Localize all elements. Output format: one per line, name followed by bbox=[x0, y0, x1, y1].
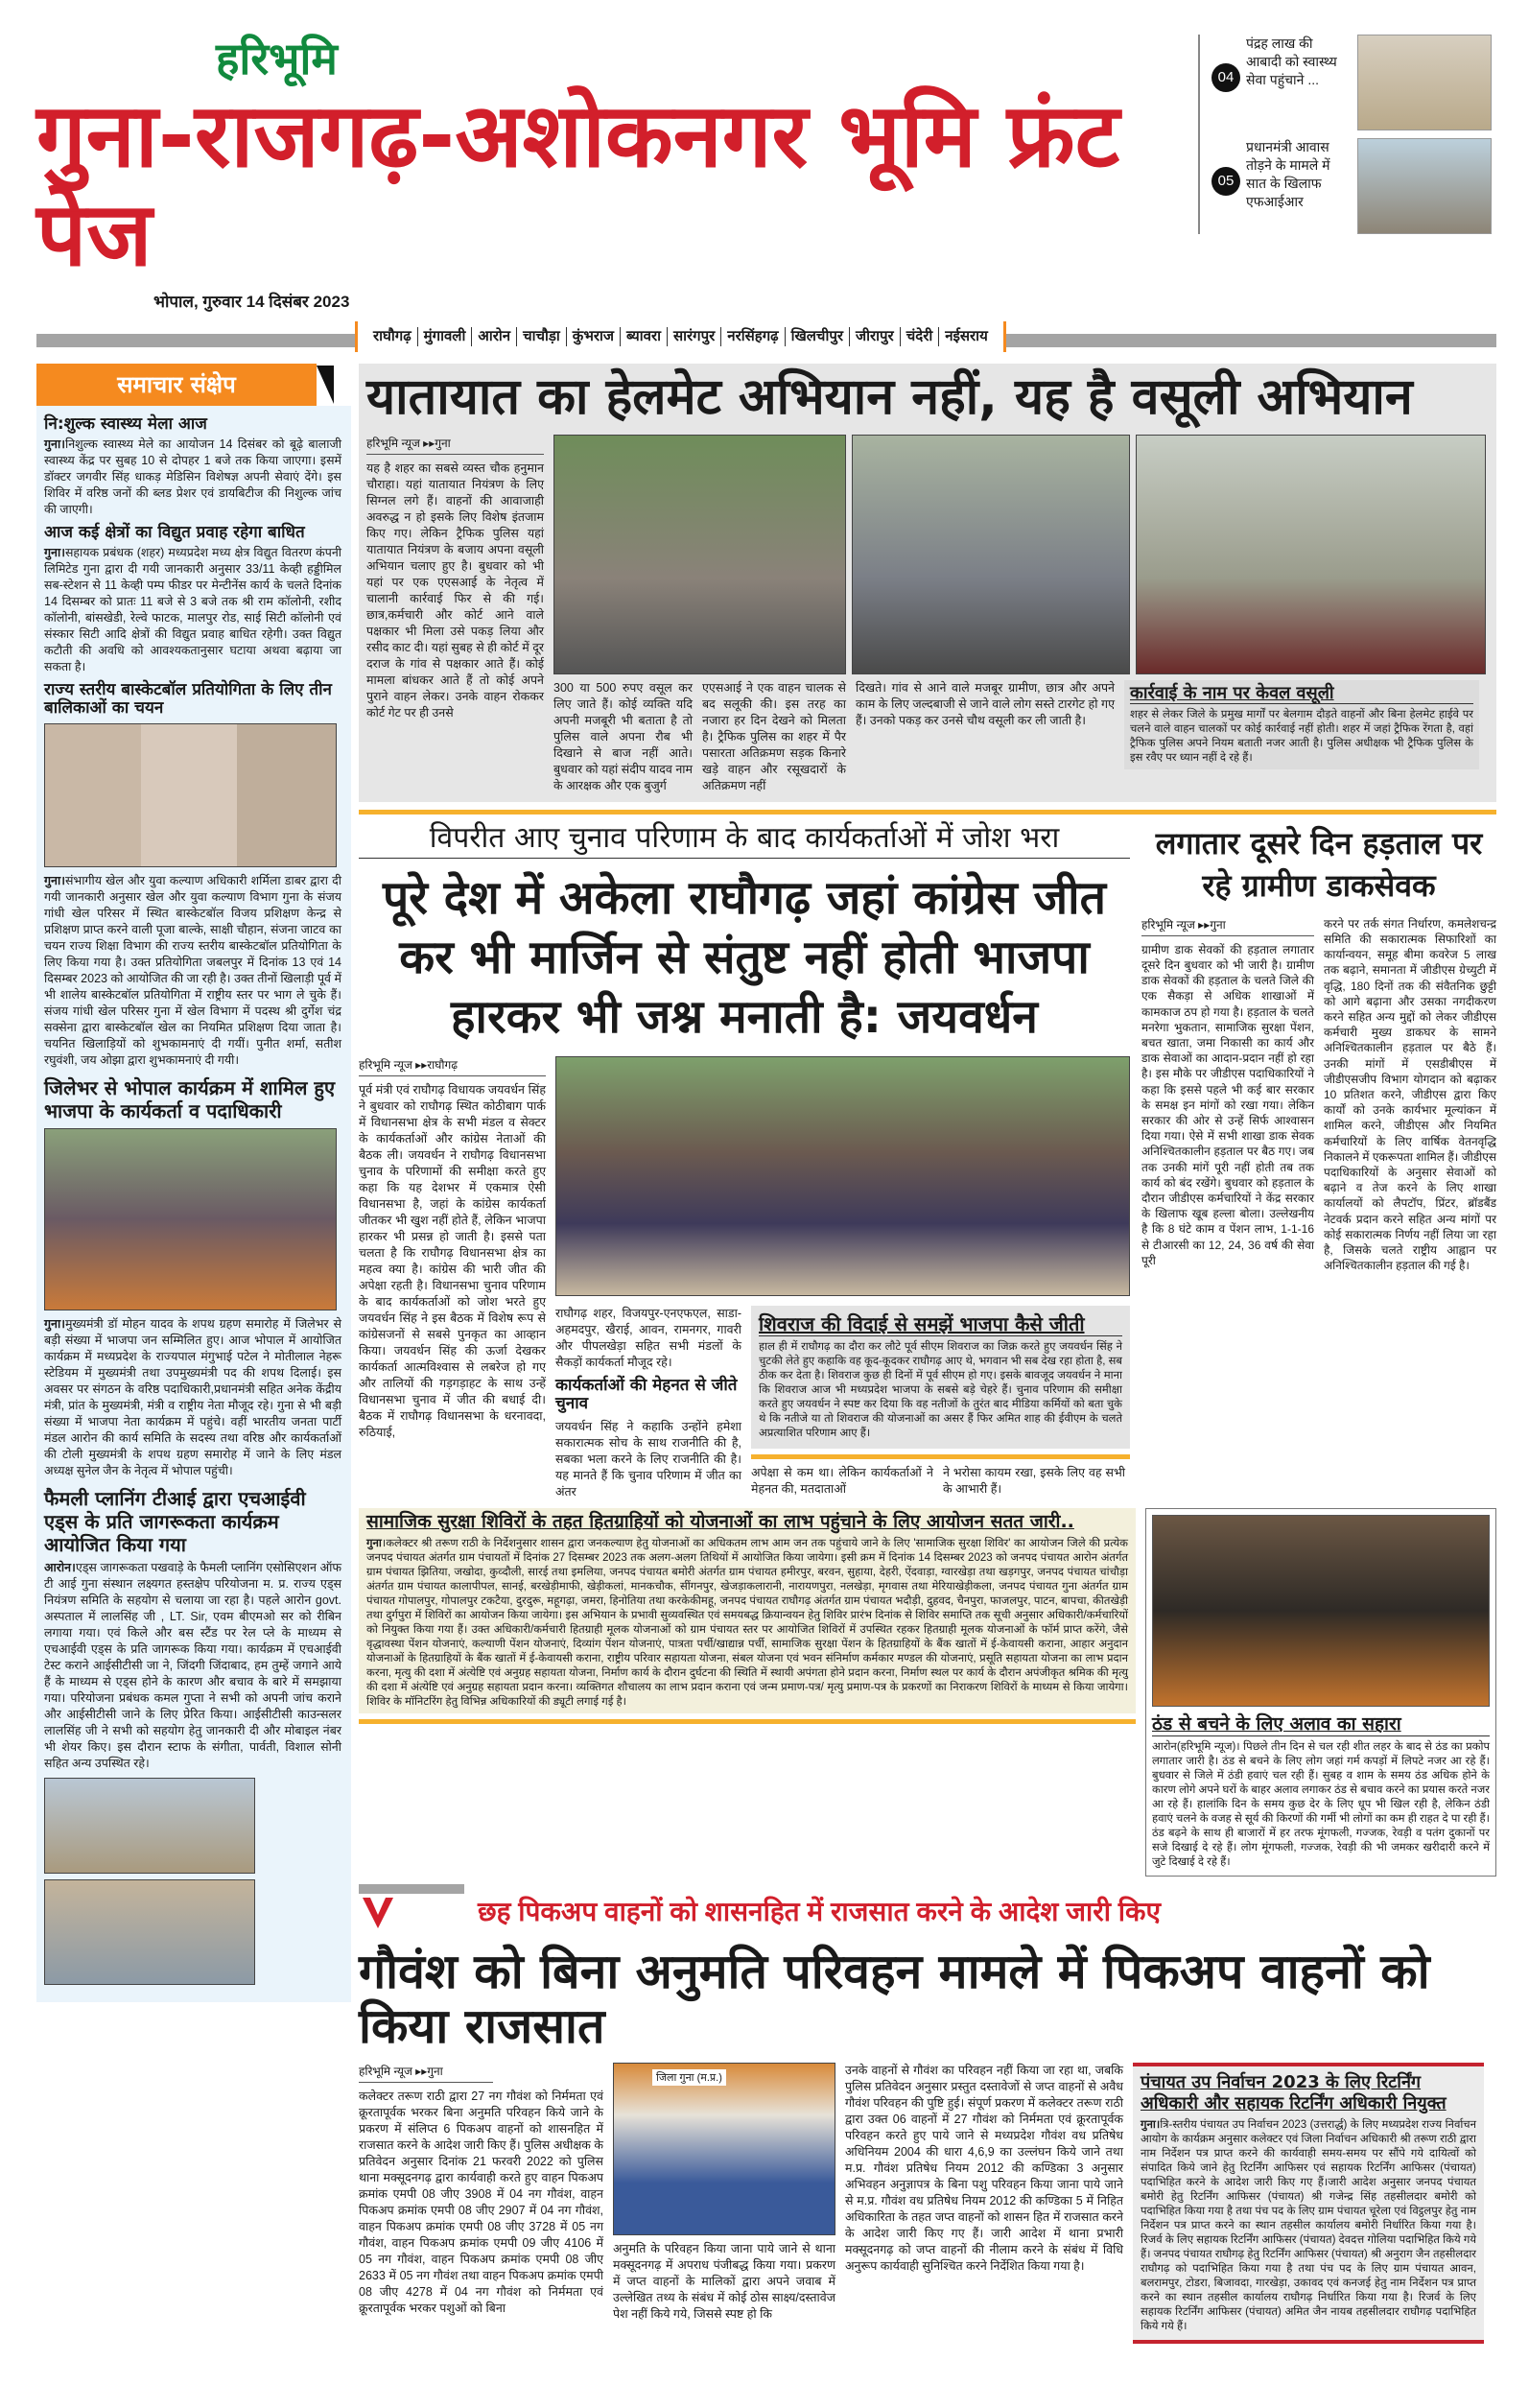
brief-headline: नि:शुल्क स्वास्थ्य मेला आज bbox=[44, 413, 207, 434]
city-nav-wrap bbox=[36, 321, 1496, 360]
article-body: करने पर तर्क संगत निर्धारण, कमलेशचन्द्र समिति की सकारात्मक सिफारिशों का कार्यान्वयन, समूह बीमा कवरेज 5 लाख तक बढ़ाने, समानता में जीडीएस ग्रेच्युटी में वृद्धि, 180 दिनों तक की संवैतनिक छुट्टी को आगे बढ़ाना और उसका नगदीकरण करने सहित अन्य मुद्दों को लेकर जीडीएस कर्मचारी मुख्य डाकघर के सामने अनिश्चितकालीन हड़ताल पर बैठे हैं। उनकी मांगों में एसडीबीएस में जीडीएसजीप विभाग योगदान को बढ़ाकर 10 प्रतिशत करने, जीडीएस द्वारा किए कार्यों को उनके कार्यभार मूल्यांकन में शामिल करने, जीडीएस और नियमित कर्मचारियों के लिए वार्षिक वेतनवृद्धि निकालने में एकरूपता शामिल हैं। जीडीएस पदाधिकारियों के अनुसार सेवाओं को बढ़ाने व तेज करने के लिए शाखा कार्यालयों को लैपटॉप, प्रिंटर, ब्रॉडबैंड नेटवर्क प्रदान करने सहित अन्य मांगों पर कोई सकारात्मक निर्णय नहीं लिया जा रहा है, जिसके चलते राष्ट्रीय आह्वान पर अनिश्चितकालीन हड़ताल की गई है। bbox=[1324, 916, 1496, 1273]
box-body: त्रि-स्तरीय पंचायत उप निर्वाचन 2023 (उत्तरार्द्ध) के लिए मध्यप्रदेश राज्य निर्वाचन आयोग के कार्यक्रम अनुसार कलेक्टर एवं जिला निर्वाचन अधिकारी श्री तरूण राठी द्वारा नाम निर्देशन पत्र प्राप्त करने की कार्यवाही समय-समय पर सौंपे गये दायित्वों को संपादित किये जाने हेतु रिटर्निंग आफिसर एवं सहायक रिटर्निंग आफिसर (पंचायत) पदाभिहित करने के आदेश जारी किए गए हैं।जारी आदेश अनुसार जनपद पंचायत बमोरी हेतु रिटर्निंग आफिसर (पंचायत) श्री गजेन्द्र सिंह तहसीलदार बमोरी को पदाभिहित किया गया है तथा पंच पद के लिए ग्राम पंचायत चूरेला एवं विट्ठलपुर हेतु नाम निर्देशन पत्र प्राप्त करने का स्थान तहसील कार्यालय बमोरी निर्धारित किया गया है। रिजर्व के लिए सहायक रिटर्निंग आफिसर (पंचायत) देवदत्त गोलिया पदाभिहित किये गये हैं। जनपद पंचायत राघौगढ़ हेतु रिटर्निंग आफिसर (पंचायत) श्री अनुराग जैन तहसीलदार राघौगढ़ को पदाभिहित किया गया है तथा पंच पद के लिए ग्राम पंचायत आवन, बलरामपुर, टोडरा, बिजावदा, गारखेड़ा, उकावद एवं कनजई हेतु नाम निर्देशन पत्र प्राप्त करने का स्थान तहसील कार्यालय राघौगढ़ निर्धारित किया गया है। रिजर्व के लिए सहायक रिटर्निंग आफिसर (पंचायत) अमित जैन नायब तहसीलदार राघौगढ़ पदाभिहित किये गये हैं। bbox=[1141, 2118, 1476, 2332]
city-nav-item[interactable]: आरोन bbox=[472, 327, 517, 346]
article-body: 300 या 500 रुपए वसूल कर लिए जाते हैं। कोई व्यक्ति यदि अपनी मजबूरी भी बताता है तो पुलिस वाले अपना रौब भी दिखाने से बाज नहीं आते। बुधवार को यहां संदीप यादव नाम के आरक्षक और एक बुजुर्ग bbox=[553, 680, 693, 792]
article-body: ने भरोसा कायम रखा, इसके लिए वह सभी के आभारी हैं। bbox=[943, 1465, 1125, 1496]
basketball-players-photo bbox=[44, 723, 337, 867]
city-nav-item[interactable]: सारंगपुर bbox=[668, 327, 721, 346]
article-body: एएसआई ने एक वाहन चालक से बद सलूकी की। इस तरह का नजारा हर दिन देखने को मिलता है। ट्रैफिक पुलिस का शहर में पैर पसारता अतिक्रमण सड़क किनारे खड़े वाहन और रसूखदारों के अतिक्रमण नहीं bbox=[702, 680, 846, 792]
sidebar-box-shivraj bbox=[751, 1306, 1130, 1448]
collector-photo bbox=[613, 2063, 835, 2235]
panchayat-election-box bbox=[1133, 2063, 1484, 2344]
box-headline: शिवराज की विदाई से समझें भाजपा कैसे जीती bbox=[759, 1313, 1122, 1335]
box-body: ।कलेक्टर श्री तरूण राठी के निर्देशनुसार शासन द्वारा जनकल्याण हेतु योजनाओं का अधिकतम लाभ आम जन तक पहुंचाये जाने के लिए 'सामाजिक सुरक्षा शिविर' का आयोजन जिले की प्रत्येक जनपद पंचायत अंतर्गत ग्राम पंचायतों में दिनांक 27 दिसम्बर 2023 तक अलग-अलग तिथियों में आयोजित किया जायेगा। इसी क्रम में दिनांक 14 दिसम्बर 2023 को जनपद पंचायत आरोन अंतर्गत ग्राम पंचायत झितिया, जखोदा, कुव्दौली, सारई तथा इमलिया, जनपद पंचायत बमोरी अंतर्गत ग्राम पंचायत हमीरपुर, बरवन, सुहाया, देहरी, ऐंदवाड़ा, ग्वारखेड़ा तथा खड़गपुर, जनपद पंचायत चांचौड़ा अंतर्गत ग्राम पंचायत कालापीपल, सानई, बरखेड़ीमाफी, खेड़ीकलां, मानकचौक, सींगनपुर, खेजड़ाकलारानी, नारायणपुरा, नलखेड़ा, मृगवास तथा मेरियाखेड़ीकला, जनपद पंचायत गुना अंतर्गत ग्राम पंचायत गोपालपुर, गोपालपुर टकटैया, दुरदुरू, महूगढ़ा, जमरा, हिनोतिया तथा करकेकीमहू, जनपद पंचायत राघौगढ़ अंतर्गत ग्राम पंचायत भदौड़ी, दुहवद, चैनपुरा, फाजलपुर, पाटन, बापचा, कीतखेड़ी तथा दुर्गपुरा में शिविरों का आयोजन किया जायेगा। इस अभियान के प्रभावी सुव्यवस्थित एवं समयबद्ध क्रियान्वयन हेतु शिविर प्रारंभ दिनांक से शिविर समाप्ति तक सूची अनुसार अधिकारी/कर्मचारियों को नियुक्त किया गया हैं। उक्त अधिकारी/कर्मचारी हितग्राही मूलक योजनाओं को ग्राम पंचायत स्तर पर आयोजित शिविरों में उपस्थित रहकर हितग्राही मूलक योजनाओं के फॉर्म प्राप्त करेंगे, जैसे वृद्धावस्था पेंशन योजनाएं, कल्याणी पेंशन योजनाएं, दिव्यांग पेंशन योजनाएं, पात्रता पर्ची/खाद्यान्न पर्ची, सामाजिक सुरक्षा पेंशन के हितग्राहियों के बैंक खातों में ई-केवायसी कराना, आहार अनुदान योजनाओं के हितग्राहियों के बैंक खातों में ई-केवायसी कराना, राष्ट्रीय परिवार सहायता योजना, संबल योजना एवं भवन संनिर्माण कर्मकार मण्डल की योजनाएं, प्रसूति सहायता योजना का लाभ प्रदान करना, मृत्यु की दशा में अंत्येष्टि एवं अनुग्रह सहायता योजना, निर्माण कार्य के दौरान दुर्घटना की स्थिति में स्थायी अपंगता होने प्रदान करना, निर्माण स्थल पर कार्य के दौरान अपंजीकृत श्रमिक की मृत्यु की दशा में अंत्येष्टि एवं अनुग्रह सहायता प्रदान करना। व्यक्तिगत शौचालय का लाभ प्रदान कराना एवं जन्म प्रमाण-पत्र/ मृत्यु प्रमाण-पत्र के प्रकरणों का निराकरण शिविरों के माध्यम से किया जायेगा। शिविर के मॉनिटरिंग हेतु विभिन्न अधिकारियों की ड्यूटी लगाई गई है। bbox=[366, 1537, 1128, 1708]
page-columns bbox=[36, 364, 1496, 2344]
city-nav-item[interactable]: खिलचीपुर bbox=[786, 327, 850, 346]
helmet-drive-photo bbox=[1136, 435, 1486, 674]
top-story-headline: यातायात का हेलमेट अभियान नहीं, यह है वसूली अभियान bbox=[366, 367, 1413, 426]
dateline: गुना bbox=[366, 1537, 382, 1549]
story-kicker: छह पिकअप वाहनों को शासनहित में राजसात करने के आदेश जारी किए bbox=[478, 1896, 1161, 1926]
left-briefs bbox=[36, 406, 351, 1985]
article-body: यह है शहर का सबसे व्यस्त चौक हनुमान चौराहा। यहां यातायात नियंत्रण के लिए सिग्नल लगे हैं। वाहनों की आवाजाही अवरुद्ध न हो इसके लिए विशेष इंतजाम किए गए। लेकिन ट्रैफिक पुलिस यहां यातायात नियंत्रण के बजाय अपना वसूली अभियान चलाए हुए है। बुधवार को भी यहां पर एक एएसआई के नेतृत्व में चालानी कार्रवाई फिर से की गई। छात्र,कर्मचारी और कोर्ट आने वाले पक्षकार भी मिला उसे पकड़ लिया और रसीद काट दी। यहां सुबह से ही कोर्ट में दूर दराज के गांव से पक्षकार आते हैं। कोई मामला बांधकर आते हैं तो कोई अपने पुराने वाहन लेकर। उनके वाहन रोककर कोर्ट गेट पर ही उनसे bbox=[366, 460, 544, 720]
byline: हरिभूमि न्यूज ▸▸गुना bbox=[359, 2063, 493, 2083]
article-body: दिखते। गांव से आने वाले मजबूर ग्रामीण, छात्र और अपने काम के लिए जल्दबाजी से जाने वाले लोग सस्ते टारगेट हो गए हैं। उनको पकड़ कर उनसे चौथ वसूली कर ली जाती है। bbox=[856, 680, 1115, 727]
corner-triangle-icon bbox=[317, 366, 334, 404]
left-column bbox=[36, 364, 351, 2002]
dateline: गुना। bbox=[44, 545, 65, 559]
story-kicker: विपरीत आए चुनाव परिणाम के बाद कार्यकर्ताओं में जोश भरा bbox=[359, 822, 1130, 860]
city-nav-item[interactable]: नईसराय bbox=[945, 327, 988, 344]
page-teasers bbox=[1198, 35, 1495, 234]
article-body: पूर्व मंत्री एवं राघौगढ़ विधायक जयवर्धन सिंह ने बुधवार को राघौगढ़ स्थित कोठीबाग पार्क में विधानसभा क्षेत्र के सभी मंडल व सेक्टर के कार्यकर्ताओं और कांग्रेस नेताओं की बैठक ली। जयवर्धन ने राघौगढ़ विधानसभा चुनाव के परिणामों की समीक्षा करते हुए कहा कि यह देशभर में एकमात्र ऐसी विधानसभा है, जहां के कांग्रेस कार्यकर्ता जीतकर भी खुश नहीं होते हैं, लेकिन भाजपा हारकर भी प्रसन्न हो जाती है। इससे पता चलता है कि राघौगढ़ विधानसभा क्षेत्र का महत्व क्या है। कांग्रेस की भारी जीत की अपेक्षा रहती है। विधानसभा चुनाव परिणाम के बाद कार्यकर्ताओं को जोश भरते हुए जयवर्धन सिंह ने इस बैठक में विशेष रूप से कांग्रेसजनों से सबसे पुनकृत का आव्हान किया। जयवर्धन सिंह की ऊर्जा देखकर कार्यकर्ता आत्मविश्वास से लबरेज हो गए और तालियों की गड़गड़ाहट के साथ उन्हें विधानसभा चुनाव में जीत की बधाई दी। बैठक में राघौगढ़ विधानसभा के धरनावदा, रुठियाई, bbox=[359, 1083, 546, 1440]
page-number-badge: 04 bbox=[1211, 63, 1240, 92]
dateline: गुना। bbox=[1141, 2118, 1161, 2131]
article-body: उनके वाहनों से गौवंश का परिवहन नहीं किया जा रहा था, जबकि पुलिस प्रतिवेदन अनुसार प्रस्तुत दस्तावेजों से जप्त वाहनों से अवैध गौवंश परिवहन की पुष्टि हुई। संपूर्ण प्रकरण में कलेक्टर तरूण राठी द्वारा उक्त 06 वाहनों में 27 गौवंश को निर्ममता एवं क्रूरतापूर्वक परिवहन करते हुए पाये जाने से मध्यप्रदेश गौवंश वध प्रतिषेध अधिनियम 2004 की धारा 4,6,9 का उल्लंघन किये जाने तथा म.प्र. गौवंश प्रतिषेध नियम 2012 की कण्डिका 3 अनुसार अभिवहन अनुज्ञापत्र के बिना पशु परिवहन किया जाना पाये जाने से म.प्र. गौवंश वध प्रतिषेध नियम 2012 की कण्डिका 5 में निहित अधिकारिता के तहत जप्त वाहनों को शासन हित में राजसात करने के आदेश जारी किए गए हैं। जारी आदेश में थाना प्रभारी मक्सूदनगढ़ को जप्त वाहनों की नीलाम करने के संबंध में विधि अनुरूप कार्यवाही सुनिश्चित करने निर्देशित किया गया है। bbox=[845, 2063, 1123, 2273]
dak-sevak-story bbox=[1141, 822, 1496, 1274]
top-story-col1 bbox=[366, 435, 544, 721]
photo-caption: जिला गुना (म.प्र.) bbox=[652, 2069, 726, 2086]
masthead bbox=[36, 35, 1496, 312]
bonfire-photo bbox=[1152, 1515, 1490, 1707]
cattle-kicker-row bbox=[359, 1884, 1496, 1937]
chevron-down-icon bbox=[359, 1894, 397, 1932]
article-body: जयवर्धन सिंह ने कहाकि उन्होंने हमेशा सकारात्मक सोच के साथ राजनीति की है, सबका भला करने के लिए राजनीति की है। यह मानते हैं कि चुनाव परिणाम में जीत का अंतर bbox=[555, 1420, 741, 1499]
city-nav-item[interactable]: जीरापुर bbox=[850, 327, 901, 346]
article-body: कलेक्टर तरूण राठी द्वारा 27 नग गौवंश को निर्ममता एवं क्रूरतापूर्वक भरकर बिना अनुमति परिवहन किये जाने के प्रकरण में संलिप्त 6 पिकअप वाहनों को शासनहित में राजसात करने के आदेश जारी किए हैं। पुलिस अधीक्षक के प्रतिवेदन अनुसार दिनांक 21 फरवरी 2022 को पुलिस थाना मक्सूदनगढ़ द्वारा कार्यवाही करते हुए वाहन पिकअप क्रमांक एमपी 08 जीए 3908 में 04 नग गौवंश, वाहन पिकअप क्रमांक एमपी 08 जीए 2907 में 04 नग गौवंश, वाहन पिकअप क्रमांक एमपी 08 जीए 3728 में 05 नग गौवंश, वाहन पिकअप क्रमांक एमपी 09 जीए 4106 में 05 नग गौवंश, वाहन पिकअप क्रमांक एमपी 08 जीए 2633 में 05 नग गौवंश तथा वाहन पिकअप क्रमांक एमपी 08 जीए 4278 में 04 नग गौवंश को निर्ममता एवं क्रूरतापूर्वक भरकर पशुओं को बिना bbox=[359, 2089, 603, 2315]
teaser-photo bbox=[1357, 35, 1492, 130]
aids-awareness-photo bbox=[44, 1778, 255, 1874]
byline: हरिभूमि न्यूज ▸▸राघौगढ़ bbox=[359, 1056, 546, 1076]
page-title: गुना-राजगढ़-अशोकनगर भूमि फ्रंट पेज bbox=[36, 83, 1120, 286]
cold-wave-box bbox=[1145, 1508, 1496, 1876]
congress-meeting-photo bbox=[555, 1056, 1130, 1296]
news-brief-header: समाचार संक्षेप bbox=[36, 364, 317, 406]
brief-body: सहायक प्रबंधक (शहर) मध्यप्रदेश मध्य क्षेत्र विद्युत वितरण कंपनी लिमिटेड गुना द्वारा दी गयी जानकारी अनुसार 33/11 केव्ही हड्डीमिल सब-स्टेशन से 11 केव्ही पम्प फीडर पर मेन्टीनेंस कार्य के चलते दिनांक 14 दिसम्बर को प्रातः 11 बजे से 3 बजे तक श्री राम कॉलोनी, रशीद कॉलोनी, बांसखेडी, रेल्वे फाटक, मालपुर रोड, साई सिटी कॉलोनी एवं संस्कार सिटी आदि क्षेत्रों की विद्युत प्रवाह बाधित रहेगी। उक्त विद्युत कटौती की अवधि को आवश्यकतानुसार घटाया अथवा बढ़ाया जा सकता है। bbox=[44, 545, 341, 673]
city-nav-item[interactable]: चाचौड़ा bbox=[517, 327, 567, 346]
teaser-text: पंद्रह लाख की आबादी को स्वास्थ्य सेवा पहुंचाने ... bbox=[1246, 35, 1337, 87]
dak-sevak-headline: लगातार दूसरे दिन हड़ताल पर रहे ग्रामीण डाकसेवक bbox=[1155, 824, 1483, 904]
brief-body: मुख्यमंत्री डॉ मोहन यादव के शपथ ग्रहण समारोह में जिलेभर से बड़ी संख्या में भाजपा जन सम्मिलित हुए। आज भोपाल में आयोजित कार्यक्रम में मध्यप्रदेश के राज्यपाल मंगुभाई पटेल ने मोतीलाल नेहरू स्टेडियम में मुख्यमंत्री तथा उपमुख्यमंत्री पद की शपथ दिलाई। इस अवसर पर संगठन के वरिष्ठ पदाधिकारी,प्रधानमंत्री सहित अनेक केंद्रीय मंत्री, प्रांत के मुख्यमंत्री, मंत्री व राष्ट्रीय नेता मौजूद रहे। गुना से भी बड़ी संख्या में भाजपा नेता कार्यक्रम में पहुंचे। वहीं भारतीय जनता पार्टी मंडल आरोन की कार्य समिति के सदस्य तथा वरिष्ठ और कार्यकर्ताओं की टोली मुख्यमंत्री के शपथ ग्रहण समारोह में जाने के लिए मंडल अध्यक्ष सुनेल जैन के नेतृत्व में भोपाल पहुंची। bbox=[44, 1316, 341, 1477]
kicker-rule bbox=[359, 1884, 464, 1894]
brief-headline: आज कई क्षेत्रों का विद्युत प्रवाह रहेगा बाधित bbox=[44, 522, 305, 542]
byline: हरिभूमि न्यूज ▸▸गुना bbox=[366, 435, 544, 455]
article-body: ग्रामीण डाक सेवकों की हड़ताल लगातार दूसरे दिन बुधवार को भी जारी है। ग्रामीण डाक सेवकों की हड़ताल के चलते जिले की एक सैकड़ा से अधिक शाखाओं में कामकाज ठप हो गया है। हड़ताल के चलते मनरेगा भुकतान, सामाजिक सुरक्षा पेंशन, बचत खाता, जमा निकासी का कार्य और डाक सेवाओं का आदान-प्रदान नहीं हो रहा है। इस मौके पर जीडीएस पदाधिकारियों ने कहा कि इससे पहले भी कई बार सरकार के समक्ष इन मांगों को रखा गया। लेकिन सरकार की ओर से उन्हें सिर्फ आश्वासन दिया गया। ऐसे में सभी शाखा डाक सेवक अनिश्चितकालीन हड़ताल पर बैठ गए। जब तक उनकी मांगें पूरी नहीं होती तब तक कार्य को बंद रखेंगे। बुधवार को हड़ताल के दौरान जीडीएस कर्मचारियों ने केंद्र सरकार के खिलाफ खूब हल्ला बोला। उल्लेखनीय है कि 8 घंटे काम व पेंशन लाभ, 1-1-16 से टीआरसी का 12, 24, 36 वर्ष की सेवा पूरी bbox=[1141, 942, 1314, 1267]
news-brief-header-wrap bbox=[36, 364, 351, 406]
box-body: हाल ही में राघौगढ़ का दौरा कर लौटे पूर्व सीएम शिवराज का जिक्र करते हुए जयवर्धन सिंह ने चुटकी लेते हुए कहाकि वह कूद-कूदकर राघौगढ़ आए थे, भगवान भी सब देख रहा होता है, सब ठीक कर देता है। शिवराज कुछ ही दिनों में पूर्व सीएम हो गए। इसके बावजूद जयवर्धन ने माना कि शिवराज आज भी मध्यप्रदेश भाजपा के सबसे बड़े चेहरे हैं। चुनाव परिणाम की समीक्षा करते हुए जयवर्धन ने स्पष्ट कर दिया कि वह नतीजों के तुरंत बाद मीडिया कर्मियों को बता चुके थे कि नतीजे या तो शिवराज की योजनाओं का असर हैं फिर अमित शाह की ईवीएम के चलते अप्रत्याशित परिणाम आए हैं। bbox=[759, 1340, 1122, 1439]
box-headline: ठंड से बचने के लिए अलाव का सहारा bbox=[1152, 1714, 1490, 1735]
dateline: गुना। bbox=[44, 873, 65, 887]
brief-headline: राज्य स्तरीय बास्केटबॉल प्रतियोगिता के लिए तीन बालिकाओं का चयन bbox=[44, 679, 332, 718]
city-nav-item[interactable]: राघौगढ़ bbox=[367, 327, 418, 346]
city-nav-item[interactable]: नरसिंहगढ़ bbox=[721, 327, 785, 346]
box-body: आरोन(हरिभूमि न्यूज)। पिछले तीन दिन से चल रही शीत लहर के बाद से ठंड का प्रकोप लगातार जारी है। ठंड से बचने के लिए लोग जहां गर्म कपड़ों में लिपटे नजर आ रहे हैं। बुधवार से जिले में ठंडी हवाएं चल रही हैं। सुबह व शाम के समय ठंड अधिक होने के कारण लोगे अपने घरों के बाहर अलाव लगाकर ठंड से बचाव करने का प्रयास करते नजर आ रहे हैं। हालांकि दिन के समय कुछ देर के लिए धूप भी खिल रही है, लेकिन ठंडी हवाएं चलने के वजह से सूर्य की किरणों की गर्मी भी लोगों का कम ही राहत दे पा रही हैं। ठंड बढ़ने के साथ ही बाजारों में हर तरफ मूंगफली, गज्जक, रेवड़ी व पतंग दुकानों पर सजे दिखाई दे रहे हैं। लोग मूंगफली, गज्जक, रेवड़ी की भी जमकर खरीदारी करने में जुटे दिखाई दे रहे हैं। bbox=[1152, 1740, 1490, 1868]
dateline: आरोन। bbox=[44, 1560, 76, 1574]
traffic-checking-photo bbox=[852, 435, 1130, 674]
traffic-police-photo bbox=[553, 435, 846, 674]
brief-headline: जिलेभर से भोपाल कार्यक्रम में शामिल हुए भाजपा के कार्यकर्ता व पदाधिकारी bbox=[44, 1075, 336, 1122]
brief-headline: फैमली प्लानिंग टीआई द्वारा एचआईवी एड्स के प्रति जागरूकता कार्यक्रम आयोजित किया गया bbox=[44, 1486, 306, 1556]
city-nav-item[interactable]: कुंभराज bbox=[567, 327, 621, 346]
masthead-main bbox=[36, 35, 1183, 312]
brief-body: निशुल्क स्वास्थ्य मेले का आयोजन 14 दिसंबर को बूढ़े बालाजी स्वास्थ्य केंद्र पर सुबह 10 से दोपहर 1 बजे तक किया जाएगा। इसमें डॉक्टर जगवीर सिंह धाकड़ मेडिसिन विशेषज्ञ अपनी सेवाएं देंगे। इस शिविर में वरिष्ठ जनों की ब्लड प्रेशर एवं डायबिटीज की निशुल्क जांच की जाएगी। bbox=[44, 437, 341, 516]
box-body: शहर से लेकर जिले के प्रमुख मार्गों पर बेलगाम दौड़ते वाहनों और बिना हेलमेट हाईवे पर चलने वाले वाहन चालकों पर कोई कार्रवाई नहीं होती। शहर में जहां ट्रैफिक रेंगता है, वहां ट्रैफिक पुलिस अपने नियम बताती नजर आती है। पुलिस अधीक्षक भी ट्रैफिक पुलिस के इस रवैए पर ध्यान नहीं दे रहे हैं। bbox=[1130, 708, 1473, 764]
section-rule bbox=[751, 1454, 1130, 1459]
teaser-page-05[interactable] bbox=[1211, 138, 1495, 234]
city-nav bbox=[355, 321, 1006, 352]
brief-body: संभागीय खेल और युवा कल्याण अधिकारी शर्मिला डाबर द्वारा दी गयी जानकारी अनुसार खेल और युवा कल्याण विभाग गुना के संजय गांधी खेल परिसर में स्थित बास्केटबॉल विजय प्रशिक्षण केन्द्र से प्रशिक्षण प्राप्त करने वाली पूजा बाल्के, साक्षी चौहान, संजना जाटव का चयन राज्य शिक्षा विभाग की राज्य स्तरीय बास्केटबॉल प्रतियोगिता के लिए किया गया है। उक्त प्रतियोगिता जबलपुर में दिनांक 13 एवं 14 दिसम्बर 2023 को आयोजित की जा रही है। उक्त तीनों खिलाड़ी पूर्व में भी शालेय बास्केटबॉल प्रतियोगिता में राष्ट्रीय स्तर पर भाग ले चुके हैं। संजय गांधी खेल परिसर गुना में खेल विभाग में पदस्थ श्री दुर्गेश चंद्र सक्सेना द्वारा बास्केटबॉल खेल का नियमित प्रशिक्षण दिया जाता है। चयनित खिलाड़ियों को शुभकामनाएं दी गयीं। पुनीत शर्मा, सतीश रघुवंशी, जय ओझा द्वारा शुभकामनाएं दी गयी। bbox=[44, 873, 341, 1067]
edition-date: भोपाल, गुरुवार 14 दिसंबर 2023 bbox=[153, 292, 350, 311]
top-story bbox=[359, 364, 1496, 802]
sidebar-box-vasooli bbox=[1124, 680, 1479, 769]
newspaper-logo: हरिभूमि bbox=[216, 33, 338, 84]
social-security-box bbox=[359, 1508, 1136, 1712]
raghogarh-story bbox=[359, 822, 1130, 1501]
box-headline: कार्रवाई के नाम पर केवल वसूली bbox=[1130, 684, 1473, 704]
dateline: गुना। bbox=[44, 437, 65, 451]
dateline: गुना। bbox=[44, 1316, 65, 1331]
teaser-page-04[interactable] bbox=[1211, 35, 1495, 130]
page-number-badge: 05 bbox=[1211, 167, 1240, 196]
city-nav-item[interactable]: ब्यावरा bbox=[621, 327, 668, 346]
raghogarh-headline: पूरे देश में अकेला राघौगढ़ जहां कांग्रेस जीत कर भी मार्जिन से संतुष्ट नहीं होती भाजपा हारकर भी जश्न मनाती है: जयवर्धन bbox=[383, 871, 1106, 1045]
article-body: राघौगढ़ शहर, विजयपुर-एनएफएल, साडा-अहमदपुर, खैराई, आवन, रामनगर, गावरी और पीपलखेड़ा सहित सभी मंडलों के सैकड़ों कार्यकर्ता मौजूद रहे। bbox=[555, 1307, 741, 1370]
city-nav-item[interactable]: मुंगावली bbox=[418, 327, 473, 346]
section-rule bbox=[359, 810, 1496, 814]
bjp-workers-photo bbox=[44, 1128, 337, 1310]
box-headline: पंचायत उप निर्वाचन 2023 के लिए रिटर्निंग अधिकारी और सहायक रिटर्निंग अधिकारी नियुक्त bbox=[1141, 2071, 1447, 2113]
brief-body: एड्स जागरूकता पखवाड़े के फैमली प्लानिंग एसोसिएशन ऑफ टी आई गुना संस्थान लक्ष्यगत हस्तक्षेप परियोजना म. प्र. राज्य एड्स नियंत्रण समिति के सहयोग से चलाया जा रहा है। पहले आरोन govt. अस्पताल में लालसिंह जी , LT. Sir, एवम बीएमओ सर को रीबिन लगाया गया। एवं किले और बस स्टैंड पर रेल प्ले के माध्यम से एचआईवी एड्स के प्रति जागरूक किया गया। कार्यक्रम में एचआईवी टेस्ट कराने आईसीटीसी जा ने, जिंदगी जिंदाबाद, हम तुम्हें जगाने आये हैं के माध्यम से एड्स होने के कारण और बचाव के बारे में समझाया गया। परियोजना प्रबंधक कमल गुप्ता ने सभी को अपनी जांच कराने और आईसीटीसी जाने के लिए प्रेरित किया। आईसीटीसी काउन्सलर लालसिंह जी ने सभी को सहयोग हेतु जानकारी दी और मोबाइल नंबर भी शेयर किए। इस दौरान स्टाफ के संगीता, पार्वती, विशाल सोनी सहित अन्य उपस्थित रहे। bbox=[44, 1560, 341, 1770]
aids-awareness-photo bbox=[44, 1879, 255, 1985]
article-body: अनुमति के परिवहन किया जाना पाये जाने से थाना मक्सूदनगढ़ में अपराध पंजीबद्ध किया गया। प्रकरण में जप्त वाहनों के मालिकों द्वारा अपने जवाब में उल्लेखित तथ्य के संबंध में कोई ठोस साक्ष्य/दस्तावेज पेश नहीं किये गये, जिससे स्पष्ट हो कि bbox=[613, 2241, 835, 2321]
teaser-text: प्रधानमंत्री आवास तोड़ने के मामले में सात के खिलाफ एफआईआर bbox=[1246, 139, 1330, 209]
section-rule bbox=[359, 1719, 1136, 1724]
byline: हरिभूमि न्यूज ▸▸गुना bbox=[1141, 916, 1314, 936]
city-nav-item[interactable]: चंदेरी bbox=[901, 327, 940, 346]
teaser-photo bbox=[1357, 138, 1492, 234]
main-area bbox=[359, 364, 1496, 2344]
article-body: अपेक्षा से कम था। लेकिन कार्यकर्ताओं ने मेहनत की, मतदाताओं bbox=[751, 1465, 933, 1496]
subheadline: कार्यकर्ताओं की मेहनत से जीते चुनाव bbox=[555, 1376, 738, 1414]
box-headline: सामाजिक सुरक्षा शिविरों के तहत हितग्राहियों को योजनाओं का लाभ पहुंचाने के लिए आयोजन सतत जारी.. bbox=[366, 1511, 1074, 1533]
cattle-transport-headline: गौवंश को बिना अनुमति परिवहन मामले में पिकअप वाहनों को किया राजसात bbox=[359, 1943, 1430, 2055]
